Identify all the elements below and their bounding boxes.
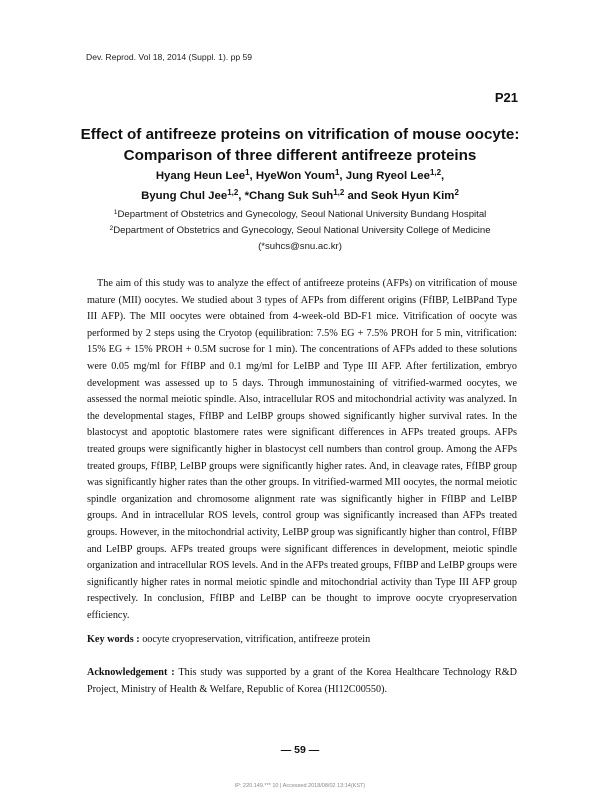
author-separator: , [249, 170, 256, 182]
title-line-2: Comparison of three different antifreeze proteins [123, 147, 477, 164]
author-affiliation-sup: 1 [334, 168, 340, 178]
author-affiliation-sup: 1,2 [227, 188, 239, 198]
author-affiliation-sup: 1,2 [333, 188, 345, 198]
keywords [87, 632, 517, 648]
author-separator: , [238, 190, 245, 202]
affiliation-sup: 2 [109, 224, 114, 232]
author-name: Hyang Heun Lee [155, 170, 246, 182]
keywords-label: Key words : [87, 634, 140, 645]
page-number: — 59 — [280, 744, 320, 756]
acknowledgement [87, 664, 517, 698]
acknowledgement-text: This study was supported by a grant of the Korea Healthcare Technology R&D Project, Ministry of Health & Welfare, Republic of Korea (HI12C00550). [87, 667, 517, 695]
author-name: Seok Hyun Kim [370, 190, 455, 202]
paper-title [60, 124, 540, 166]
author-affiliation-sup: 1 [245, 168, 250, 178]
author-separator: , [339, 170, 346, 182]
affiliation-2 [60, 223, 540, 239]
author-affiliation-sup: 1,2 [429, 168, 442, 178]
acknowledgement-label: Acknowledgement : [87, 667, 175, 678]
author-name: Byung Chul Jee [141, 190, 228, 202]
author-separator: and [344, 190, 371, 202]
author-name: HyeWon Youm [255, 170, 335, 182]
keywords-text: oocyte cryopreservation, vitrification, antifreeze protein [142, 634, 371, 645]
affiliation-sup: 1 [113, 208, 118, 216]
abstract-text: The aim of this study was to analyze the effect of antifreeze proteins (AFPs) on vitrification of mouse mature (MII) oocytes. We studied about 3 types of AFPs from different origins (FfIBP, LeIBPand Type III AFP). The MII oocytes were obtained from 4-week-old BD-F1 mice. Vitrification of oocyte was performed by 2 steps using the Cryotop (equilibration: 7.5% EG + 7.5% PROH for 5 min, vitrification: 15% EG + 15% PROH + 0.5M sucrose for 1 min). The concentrations of AFPs added to these solutions were 0.05 mg/ml for FfIBP and 0.1 mg/ml for LeIBP and Type III AFP. After fertilization, embryo development was assessed up to 5 days. Through immunostaining of vitrified-warmed oocytes, we assessed the normal meiotic spindle. Also, intracellular ROS and mitochondrial activity was analyzed. In the developmental stages, FfIBP and LeIBP groups showed significantly higher survival rates. In the blastocyst and apoptotic blastomere rates were significant differences in AFPs treated groups. AFPs treated groups were significantly higher in blastocyst cell numbers than control group. Among the AFPs treated groups, FfIBP, LeIBP groups were significantly higher rates. And, in cleavage rates, FfIBP group was significantly higher rates than the other groups. In vitrified-warmed MII oocytes, the normal meiotic spindle organization and chromosome alignment rate was significantly higher in FfIBP and LeIBP groups. And in intracellular ROS levels, control group was significantly increased than AFPs treated groups. However, in the mitochondrial activity, LeIBP group was significantly higher than control, FfIBP and LeIBP groups. AFPs treated groups were significant differences in development, meiotic spindle organization and intracellular ROS levels. And in the AFPs treated groups, FfIBP and LeIBP groups were significantly higher rates in normal meiotic spindle and mitochondrial activity than Type III AFP group respectively. In conclusion, FfIBP and LeIBP can be thought to improve oocyte cryopreservation efficiency. [87, 278, 517, 621]
affiliation-text: Department of Obstetrics and Gynecology, Seoul National University College of Medicine [113, 225, 491, 236]
contact-email: (*suhcs@snu.ac.kr) [258, 241, 342, 252]
access-footer: IP: 220.149.*** 10 | Accessed 2018/08/02 13:14(KST) [234, 783, 366, 789]
author-list [60, 166, 540, 206]
author-line-2 [60, 186, 540, 206]
title-line-1: Effect of antifreeze proteins on vitrification of mouse oocyte: [80, 126, 520, 143]
poster-id: P21 [494, 90, 518, 105]
author-name: *Chang Suk Suh [244, 190, 334, 202]
journal-reference: Dev. Reprod. Vol 18, 2014 (Suppl. 1). pp 59 [86, 52, 253, 62]
author-affiliation-sup: 2 [454, 188, 459, 198]
affiliations [60, 207, 540, 255]
author-name: Jung Ryeol Lee [345, 170, 430, 182]
author-separator: , [441, 170, 445, 182]
affiliation-1 [60, 207, 540, 223]
author-line-1 [60, 166, 540, 186]
affiliation-text: Department of Obstetrics and Gynecology, Seoul National University Bundang Hospital [117, 209, 487, 220]
